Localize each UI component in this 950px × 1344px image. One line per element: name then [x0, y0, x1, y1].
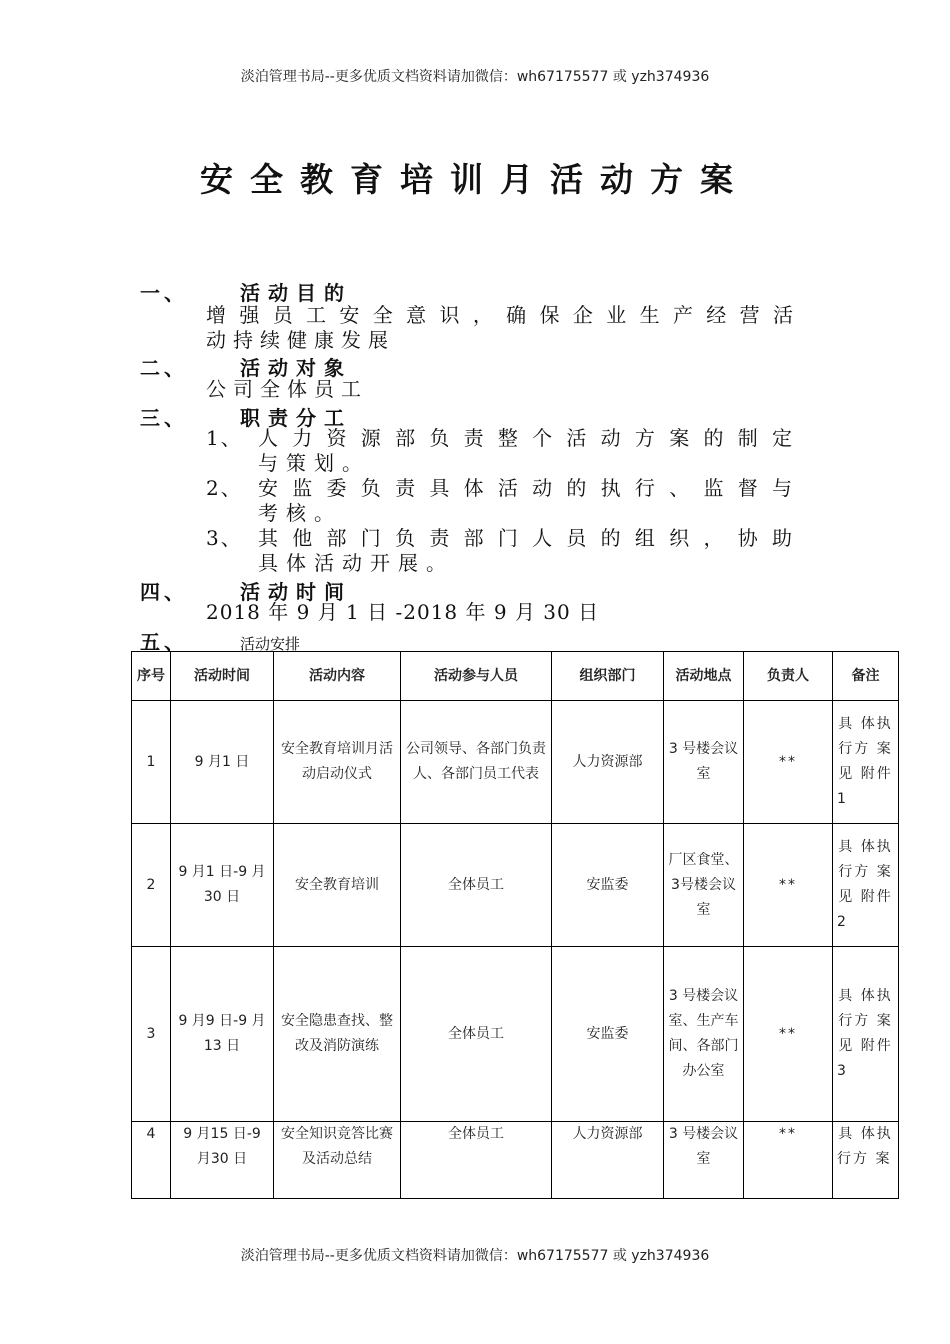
cell-participants: 全体员工 — [401, 1122, 552, 1199]
item-text-line2: 具体活动开展。 — [258, 551, 454, 575]
cell-index: 2 — [132, 824, 171, 947]
cell-location: 3 号楼会议室 — [664, 1122, 744, 1199]
cell-note: 具 体执 行方 案 — [833, 1122, 899, 1199]
header-cell: 活动时间 — [171, 652, 274, 701]
section-number: 三、 — [140, 406, 188, 430]
cell-location: 厂区食堂、3号楼会议室 — [664, 824, 744, 947]
cell-index: 3 — [132, 947, 171, 1122]
cell-owner: ** — [744, 824, 833, 947]
item-text-line1: 安监委负责具体活动的执行、监督与 — [258, 476, 800, 500]
section-number: 四、 — [140, 580, 188, 604]
cell-department: 人力资源部 — [552, 1122, 664, 1199]
cell-location: 3 号楼会议室、生产车间、各部门办公室 — [664, 947, 744, 1122]
header-cell: 组织部门 — [552, 652, 664, 701]
cell-content: 安全隐患查找、整改及消防演练 — [274, 947, 401, 1122]
item-text-line1: 其他部门负责部门人员的组织，协助 — [258, 526, 800, 550]
cell-owner: ** — [744, 947, 833, 1122]
cell-department: 安监委 — [552, 947, 664, 1122]
table-row — [132, 701, 899, 824]
cell-time: 9 月9 日-9 月13 日 — [171, 947, 274, 1122]
cell-note: 具 体执 行方 案见 附件1 — [833, 701, 899, 824]
cell-owner: ** — [744, 1122, 833, 1199]
cell-content: 安全教育培训 — [274, 824, 401, 947]
cell-note: 具 体执 行方 案见 附件3 — [833, 947, 899, 1122]
cell-owner: ** — [744, 701, 833, 824]
section-title: 职责分工 — [240, 406, 352, 430]
item-text-line1: 人力资源部负责整个活动方案的制定 — [258, 426, 800, 450]
section-title: 活动对象 — [240, 356, 352, 380]
header-cell: 活动内容 — [274, 652, 401, 701]
header-cell: 备注 — [833, 652, 899, 701]
section-1-heading — [140, 277, 352, 306]
cell-index: 4 — [132, 1122, 171, 1199]
section-title: 活动目的 — [240, 281, 352, 305]
cell-time: 9 月15 日-9 月30 日 — [171, 1122, 274, 1199]
table-row — [132, 1122, 899, 1199]
section-4-text: 2018 年 9 月 1 日 -2018 年 9 月 30 日 — [206, 600, 600, 624]
section-title: 活动时间 — [240, 580, 352, 604]
section-title: 活动安排 — [240, 635, 301, 653]
cell-time: 9 月1 日 — [171, 701, 274, 824]
header-cell: 活动地点 — [664, 652, 744, 701]
header-cell: 活动参与人员 — [401, 652, 552, 701]
section-2-text: 公司全体员工 — [206, 377, 368, 401]
cell-time: 9 月1 日-9 月30 日 — [171, 824, 274, 947]
cell-department: 人力资源部 — [552, 701, 664, 824]
cell-content: 安全教育培训月活动启动仪式 — [274, 701, 401, 824]
header-cell: 负责人 — [744, 652, 833, 701]
section-number: 二、 — [140, 356, 188, 380]
item-number: 3、 — [206, 526, 243, 550]
section-1-text-line1: 增强员工安全意识，确保企业生产经营活 — [206, 303, 800, 327]
item-number: 2、 — [206, 476, 243, 500]
cell-participants: 全体员工 — [401, 947, 552, 1122]
cell-participants: 公司领导、各部门负责人、各部门员工代表 — [401, 701, 552, 824]
schedule-table — [131, 651, 899, 1199]
cell-participants: 全体员工 — [401, 824, 552, 947]
section-1-text-line2: 动持续健康发展 — [206, 328, 395, 352]
cell-content: 安全知识竞答比赛及活动总结 — [274, 1122, 401, 1199]
table-row — [132, 947, 899, 1122]
item-number: 1、 — [206, 426, 243, 450]
cell-department: 安监委 — [552, 824, 664, 947]
page-footer: 淡泊管理书局--更多优质文档资料请加微信：wh67175577 或 yzh374936 — [240, 1248, 710, 1264]
section-number: 五、 — [140, 630, 188, 654]
cell-location: 3 号楼会议室 — [664, 701, 744, 824]
page-header: 淡泊管理书局--更多优质文档资料请加微信：wh67175577 或 yzh374936 — [240, 69, 710, 85]
item-text-line2: 与策划。 — [258, 451, 370, 475]
document-title: 安全教育培训月活动方案 — [200, 160, 750, 199]
cell-index: 1 — [132, 701, 171, 824]
cell-note: 具 体执 行方 案见 附件2 — [833, 824, 899, 947]
section-number: 一、 — [140, 281, 188, 305]
table-row — [132, 824, 899, 947]
item-text-line2: 考核。 — [258, 501, 342, 525]
table-header-row — [132, 652, 899, 701]
header-cell: 序号 — [132, 652, 171, 701]
